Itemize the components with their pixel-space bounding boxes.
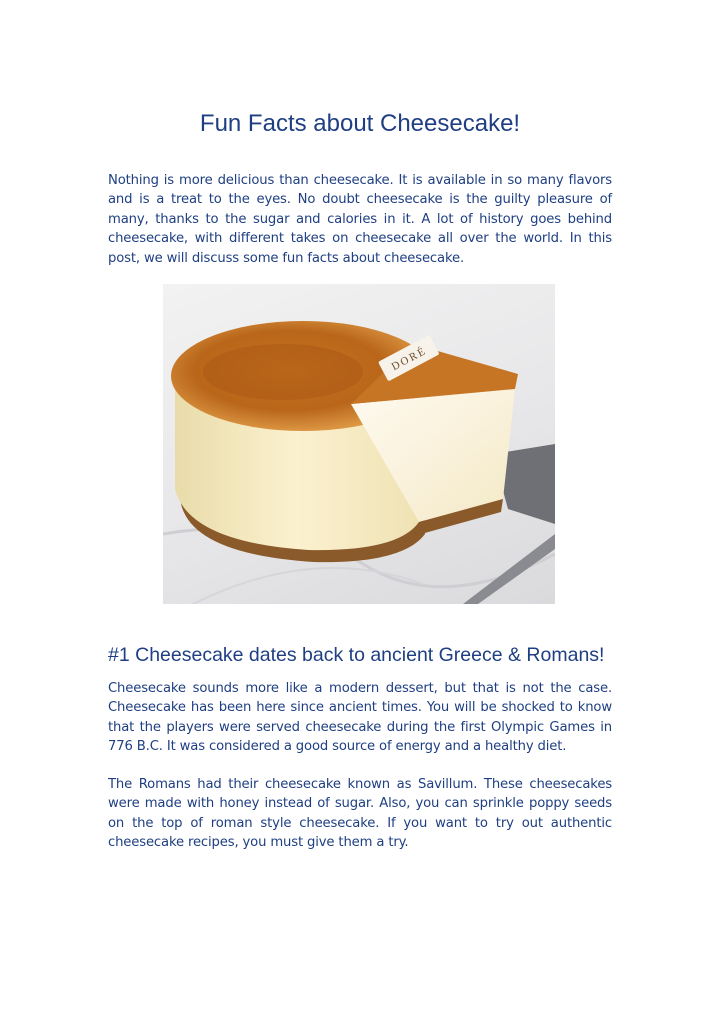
cheesecake-photo xyxy=(163,284,555,604)
section-heading: #1 Cheesecake dates back to ancient Greece & Romans! xyxy=(108,644,605,666)
brand-tag: DORÉ xyxy=(389,344,429,374)
intro-paragraph: Nothing is more delicious than cheesecake. It is available in so many flavors and is a treat to the eyes. No doubt cheesecake is the guilty pleasure of many, thanks to the sugar and calories in it. A lot of history goes behind cheesecake, with different takes on cheesecake all over the world. In this post, we will discuss some fun facts about cheesecake. xyxy=(108,173,612,266)
cheesecake-illustration xyxy=(163,284,555,604)
section-paragraph: The Romans had their cheesecake known as Savillum. These cheesecakes were made with honey instead of sugar. Also, you can sprinkle poppy seeds on the top of roman style cheesecake. If you want to try out authentic cheesecake recipes, you must give them a try. xyxy=(108,777,612,851)
page-title: Fun Facts about Cheesecake! xyxy=(199,110,521,137)
section-paragraph: Cheesecake sounds more like a modern dessert, but that is not the case. Cheesecake has been here since ancient times. You will be shocked to know that the players were served cheesecake during the first Olympic Games in 776 B.C. It was considered a good source of energy and a healthy diet. xyxy=(108,681,612,755)
